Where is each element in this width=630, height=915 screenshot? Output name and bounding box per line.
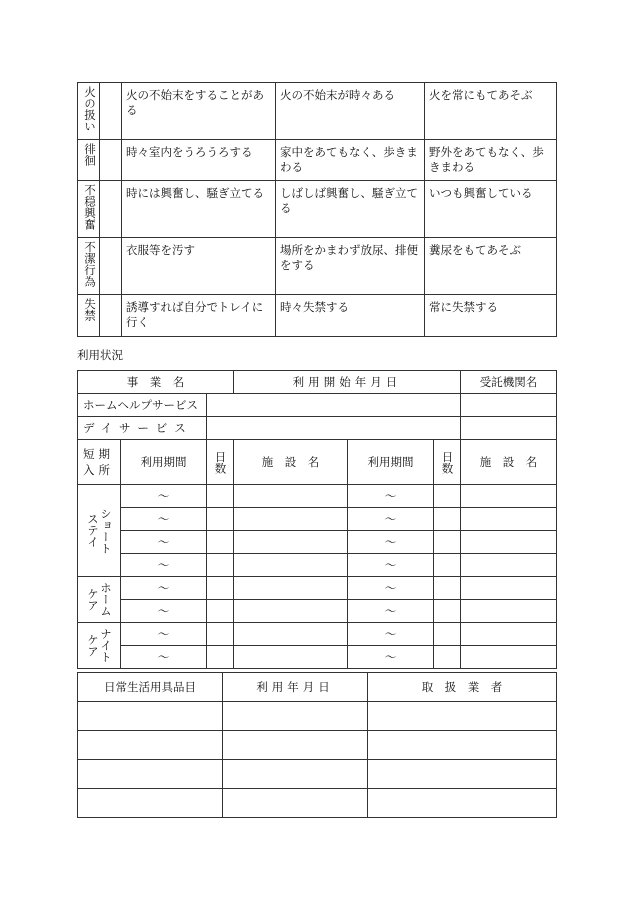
table-row	[78, 181, 557, 238]
blank-cell	[234, 485, 348, 508]
level1-cell: 誘導すれば自分でトレイに行く	[122, 295, 276, 337]
blank-cell	[78, 702, 223, 731]
blank-cell	[461, 508, 557, 531]
facility-header: 施 設 名	[234, 440, 348, 485]
category-cell: 不穏興奮	[78, 181, 100, 238]
level2-cell: 場所をかまわず放尿、排便をする	[276, 238, 425, 295]
blank-cell	[207, 485, 234, 508]
table-row	[78, 531, 557, 554]
table-row	[78, 673, 557, 702]
home-help-label: ホームヘルプサービス	[78, 394, 207, 417]
blank-cell	[434, 646, 461, 669]
table-row	[78, 485, 557, 508]
table-row	[78, 577, 557, 600]
period-header: 利用期間	[348, 440, 434, 485]
blank-cell	[368, 760, 557, 789]
level2-cell: 時々失禁する	[276, 295, 425, 337]
table-row	[78, 140, 557, 181]
period-cell: ～	[348, 485, 434, 508]
day-service-label: デイサービス	[78, 417, 207, 440]
blank-cell	[78, 731, 223, 760]
level2-cell: 火の不始末が時々ある	[276, 83, 425, 140]
blank-cell	[234, 600, 348, 623]
blank-cell	[461, 600, 557, 623]
blank-cell	[461, 531, 557, 554]
blank-cell	[100, 181, 122, 238]
table-row	[78, 789, 557, 818]
blank-cell	[207, 508, 234, 531]
blank-cell	[234, 508, 348, 531]
blank-cell	[434, 485, 461, 508]
blank-cell	[207, 531, 234, 554]
table-row	[78, 760, 557, 789]
blank-cell	[461, 623, 557, 646]
date-header: 利用年月日	[223, 673, 368, 702]
blank-cell	[78, 789, 223, 818]
category-cell: 失禁	[78, 295, 100, 337]
blank-cell	[234, 646, 348, 669]
blank-cell	[234, 577, 348, 600]
level3-cell: 常に失禁する	[425, 295, 557, 337]
days-header: 日数	[434, 440, 461, 485]
night-care-label: ケア ナイト	[78, 623, 121, 669]
business-name-header: 事 業 名	[78, 371, 234, 394]
period-cell: ～	[121, 600, 207, 623]
level3-cell: いつも興奮している	[425, 181, 557, 238]
period-cell: ～	[348, 577, 434, 600]
table-row	[78, 508, 557, 531]
blank-cell	[234, 531, 348, 554]
item-header: 日常生活用具品目	[78, 673, 223, 702]
period-cell: ～	[348, 623, 434, 646]
blank-cell	[207, 646, 234, 669]
period-cell: ～	[348, 646, 434, 669]
care-home-label: ケア ホーム	[78, 577, 121, 623]
blank-cell	[434, 508, 461, 531]
table-row	[78, 623, 557, 646]
blank-cell	[434, 600, 461, 623]
blank-cell	[207, 554, 234, 577]
blank-cell	[207, 577, 234, 600]
blank-cell	[461, 485, 557, 508]
table-row	[78, 731, 557, 760]
blank-cell	[207, 600, 234, 623]
category-cell: 徘徊	[78, 140, 100, 181]
table-row	[78, 554, 557, 577]
table-row	[78, 238, 557, 295]
start-date-header: 利用開始年月日	[234, 371, 461, 394]
blank-cell	[434, 623, 461, 646]
facility-header: 施 設 名	[461, 440, 557, 485]
blank-cell	[461, 417, 557, 440]
level3-cell: 野外をあてもなく、歩きまわる	[425, 140, 557, 181]
blank-cell	[461, 554, 557, 577]
blank-cell	[100, 140, 122, 181]
section-title: 利用状況	[77, 348, 123, 362]
level1-cell: 時には興奮し、騒ぎ立てる	[122, 181, 276, 238]
level2-cell: 家中をあてもなく、歩きまわる	[276, 140, 425, 181]
period-cell: ～	[348, 600, 434, 623]
blank-cell	[368, 702, 557, 731]
table-row	[78, 600, 557, 623]
blank-cell	[368, 789, 557, 818]
category-cell: 火の扱い	[78, 83, 100, 140]
behavior-table	[77, 82, 557, 337]
table-row	[78, 417, 557, 440]
daily-goods-table	[77, 672, 557, 818]
blank-cell	[100, 238, 122, 295]
period-cell: ～	[121, 623, 207, 646]
blank-cell	[223, 760, 368, 789]
blank-cell	[207, 417, 461, 440]
blank-cell	[223, 789, 368, 818]
table-row	[78, 295, 557, 337]
table-row	[78, 702, 557, 731]
period-header: 利用期間	[121, 440, 207, 485]
period-cell: ～	[121, 485, 207, 508]
dealer-header: 取 扱 業 者	[368, 673, 557, 702]
category-cell: 不潔行為	[78, 238, 100, 295]
table-row	[78, 646, 557, 669]
blank-cell	[461, 646, 557, 669]
blank-cell	[223, 731, 368, 760]
table-row	[78, 394, 557, 417]
period-cell: ～	[348, 531, 434, 554]
level2-cell: しばしば興奮し、騒ぎ立てる	[276, 181, 425, 238]
short-term-label: 短期 入所	[78, 440, 121, 485]
blank-cell	[434, 554, 461, 577]
period-cell: ～	[121, 531, 207, 554]
level1-cell: 衣服等を汚す	[122, 238, 276, 295]
blank-cell	[207, 623, 234, 646]
blank-cell	[223, 702, 368, 731]
blank-cell	[461, 577, 557, 600]
agency-header: 受託機関名	[461, 371, 557, 394]
blank-cell	[234, 554, 348, 577]
period-cell: ～	[348, 508, 434, 531]
table-row	[78, 440, 557, 485]
period-cell: ～	[121, 646, 207, 669]
blank-cell	[461, 394, 557, 417]
blank-cell	[100, 83, 122, 140]
blank-cell	[234, 623, 348, 646]
level1-cell: 火の不始末をすることがある	[122, 83, 276, 140]
period-cell: ～	[348, 554, 434, 577]
blank-cell	[434, 577, 461, 600]
usage-table	[77, 370, 557, 669]
period-cell: ～	[121, 508, 207, 531]
period-cell: ～	[121, 577, 207, 600]
table-row	[78, 83, 557, 140]
table-row	[78, 371, 557, 394]
level3-cell: 火を常にもてあそぶ	[425, 83, 557, 140]
blank-cell	[368, 731, 557, 760]
level1-cell: 時々室内をうろうろする	[122, 140, 276, 181]
blank-cell	[100, 295, 122, 337]
days-header: 日数	[207, 440, 234, 485]
blank-cell	[434, 531, 461, 554]
blank-cell	[207, 394, 461, 417]
blank-cell	[78, 760, 223, 789]
short-stay-label: ステイ ショート	[78, 485, 121, 577]
level3-cell: 糞尿をもてあそぶ	[425, 238, 557, 295]
period-cell: ～	[121, 554, 207, 577]
